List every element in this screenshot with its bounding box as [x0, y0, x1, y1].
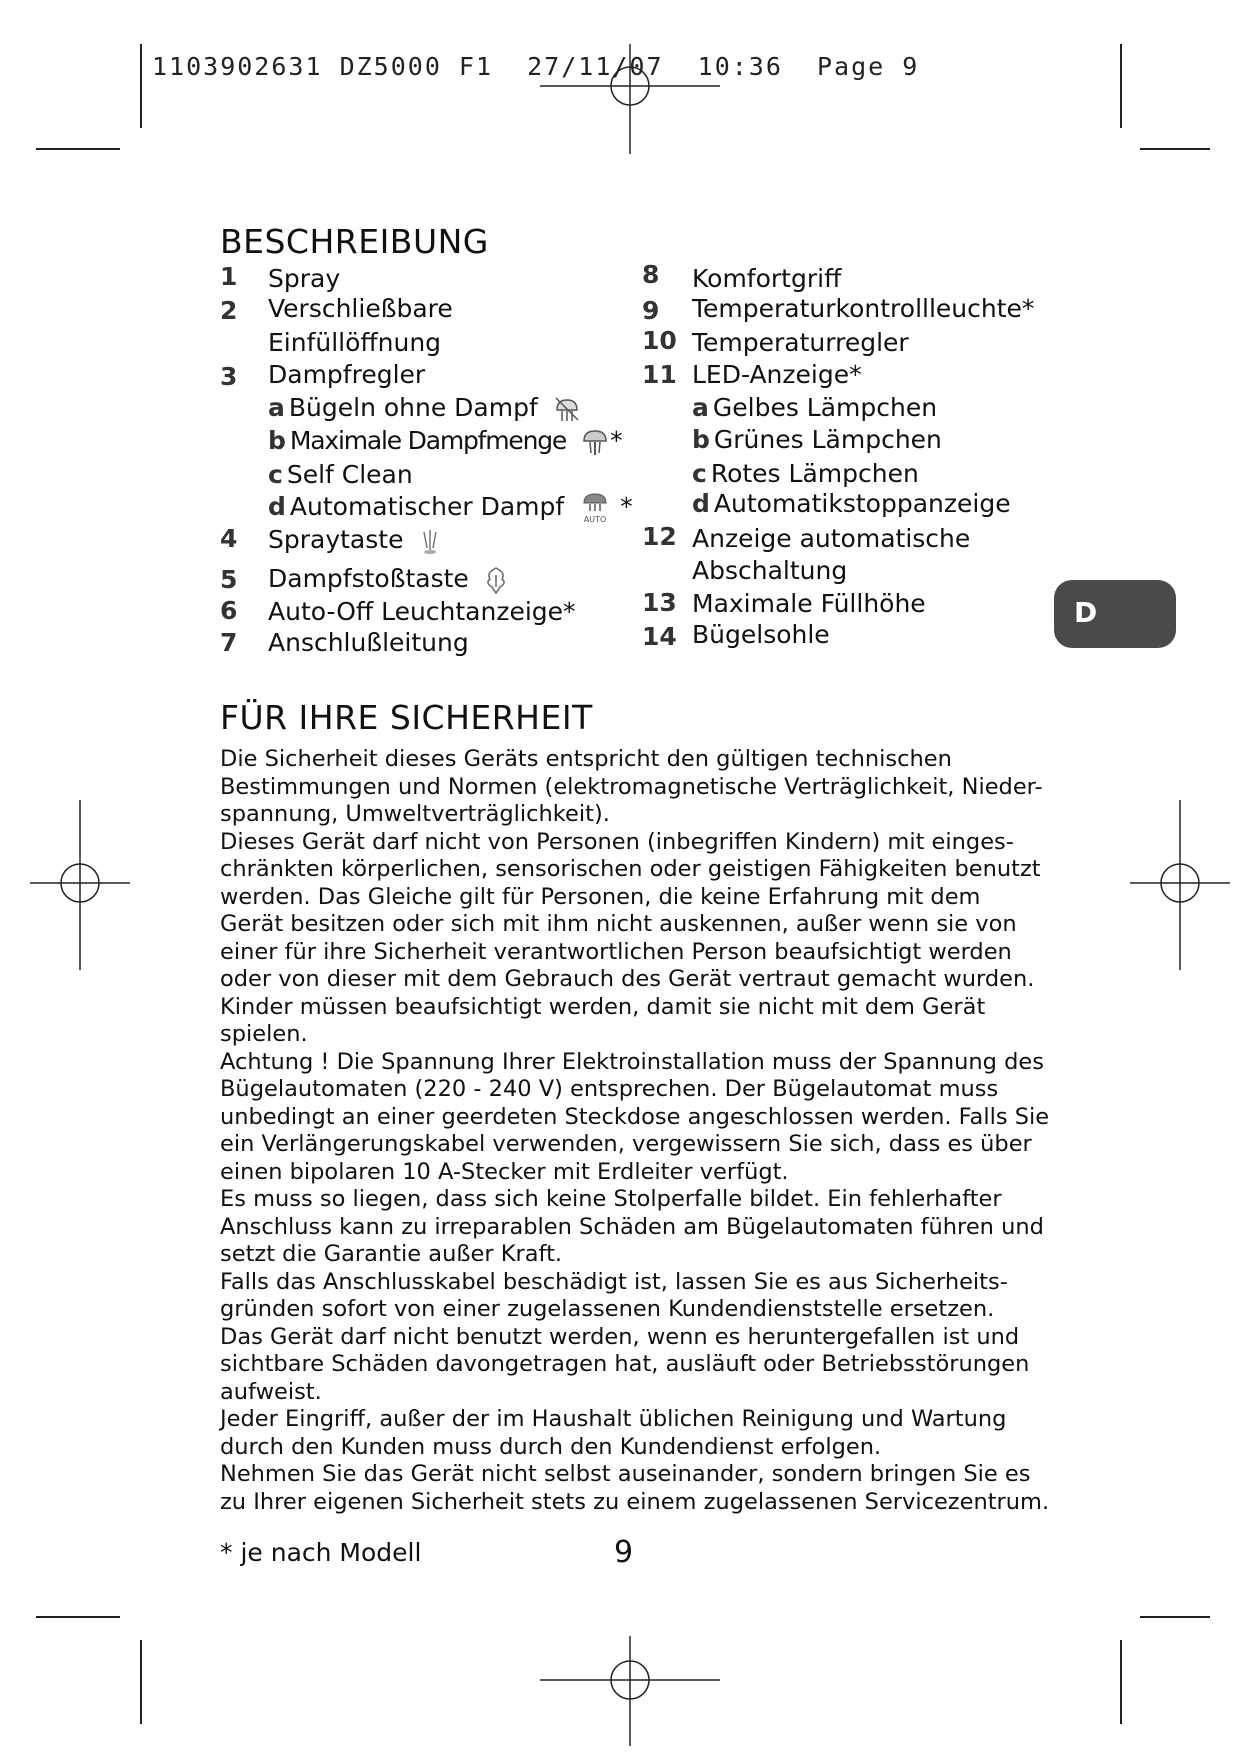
list-item — [268, 564, 509, 595]
crop-mark — [1120, 1640, 1122, 1724]
list-item: Anzeige automatische — [692, 524, 971, 553]
list-item: Komfortgriff — [692, 264, 842, 293]
list-number: 10 — [642, 326, 677, 355]
crop-mark — [1140, 1616, 1210, 1618]
sub-letter: b — [268, 426, 286, 455]
crop-mark — [1120, 44, 1122, 128]
crop-mark — [36, 1616, 120, 1618]
crop-mark — [140, 1640, 142, 1724]
sub-item — [692, 425, 942, 454]
list-item: Temperaturkontrollleuchte* — [692, 294, 1035, 323]
sub-item — [692, 459, 919, 488]
safety-heading: FÜR IHRE SICHERHEIT — [220, 698, 593, 737]
auto-label: AUTO — [583, 515, 607, 524]
list-item: Dampfregler — [268, 360, 426, 389]
sub-item — [692, 393, 937, 422]
sub-item — [268, 460, 413, 489]
steam-burst-icon — [483, 565, 509, 595]
sub-item — [268, 393, 582, 424]
sub-label: Rotes Lämpchen — [710, 459, 919, 488]
list-item: Verschließbare — [268, 294, 453, 323]
list-item: LED-Anzeige* — [692, 360, 862, 389]
list-number: 9 — [642, 296, 660, 325]
list-number: 13 — [642, 588, 677, 617]
sub-letter: d — [692, 489, 710, 518]
list-item: Temperaturregler — [692, 328, 909, 357]
crop-mark — [140, 44, 142, 128]
sub-item — [268, 426, 623, 457]
list-number: 6 — [220, 596, 238, 625]
sub-letter: d — [268, 492, 286, 521]
crop-mark — [1140, 148, 1210, 150]
crop-mark — [36, 148, 120, 150]
safety-paragraph: Es muss so liegen, dass sich keine Stolperfalle bildet. Ein fehlerhafter Anschluss kann zu irreparablen Schäden am Bügelautomaten führen und setzt die Garantie außer Kraft. — [220, 1186, 1044, 1267]
description-heading: BESCHREIBUNG — [220, 222, 489, 261]
list-item: Einfüllöffnung — [268, 328, 442, 357]
sub-label: Self Clean — [286, 460, 413, 489]
steam-auto-icon — [578, 491, 612, 525]
sub-label: Maximale Dampfmenge — [289, 426, 567, 455]
page-number: 9 — [614, 1535, 634, 1570]
list-item: Spray — [268, 264, 341, 293]
list-number: 8 — [642, 260, 660, 289]
sub-letter: b — [692, 425, 710, 454]
registration-mark-bottom-icon — [540, 1636, 720, 1746]
list-number: 4 — [220, 524, 238, 553]
footnote-marker: * — [610, 426, 623, 455]
registration-mark-left-icon — [30, 800, 130, 970]
steam-off-icon — [552, 394, 582, 424]
print-slug: 1103902631 DZ5000 F1 27/11/07 10:36 Page 9 — [152, 52, 920, 81]
list-item: Bügelsohle — [692, 620, 830, 649]
sub-label: Automatischer Dampf — [289, 492, 565, 521]
sub-item — [268, 491, 633, 525]
list-item — [268, 525, 443, 556]
safety-paragraph: Nehmen Sie das Gerät nicht selbst auseinander, sondern bringen Sie es zu Ihrer eigenen Sicherheit stets zu einem zugelassenen Servicezentrum. — [220, 1461, 1050, 1515]
list-number: 3 — [220, 362, 238, 391]
sub-letter: c — [268, 460, 283, 489]
sub-label: Gelbes Lämpchen — [712, 393, 938, 422]
safety-paragraph: Falls das Anschlusskabel beschädigt ist, lassen Sie es aus Sicherheits-gründen sofort von einer zugelassenen Kundendienststelle ersetzen. — [220, 1268, 1008, 1322]
steam-max-icon — [580, 427, 610, 457]
list-item-label: Dampfstoßtaste — [268, 564, 469, 593]
list-number: 7 — [220, 628, 238, 657]
list-item: Maximale Füllhöhe — [692, 589, 926, 618]
list-number: 11 — [642, 360, 677, 389]
list-number: 5 — [220, 565, 238, 594]
sub-item — [692, 489, 1011, 518]
list-number: 1 — [220, 262, 238, 291]
safety-paragraph: Dieses Gerät darf nicht von Personen (inbegriffen Kindern) mit einges-chränkten körperlichen, sensorischen oder geistigen Fähigkeiten benutzt werden. Das Gleiche gilt für Personen, die keine Erfahrung mit dem Gerät besitzen oder sich mit ihm nicht auskennen, außer wenn sie von einer für ihre Sicherheit verantwortlichen Person beaufsichtigt werden oder von dieser mit dem Gebrauch des Gerät vertraut gemacht wurden. Kinder müssen beaufsichtigt werden, damit sie nicht mit dem Gerät spielen. — [220, 828, 1041, 1047]
safety-paragraph: Das Gerät darf nicht benutzt werden, wenn es heruntergefallen ist und sichtbare Schäden davongetragen hat, ausläuft oder Betriebsstörungen aufweist. — [220, 1323, 1030, 1405]
list-item-label: Spraytaste — [268, 525, 404, 554]
list-number: 14 — [642, 622, 677, 651]
sub-label: Automatikstoppanzeige — [713, 489, 1011, 518]
registration-mark-top-icon — [540, 44, 720, 154]
safety-text — [220, 746, 1050, 1516]
sub-label: Bügeln ohne Dampf — [288, 393, 538, 422]
spray-icon — [417, 526, 443, 556]
list-item: Abschaltung — [692, 556, 848, 585]
safety-paragraph: Achtung ! Die Spannung Ihrer Elektroinstallation muss der Spannung des Bügelautomaten (220 - 240 V) entsprechen. Der Bügelautomat muss unbedingt an einer geerdeten Steckdose angeschlossen werden. Falls Sie ein Verlängerungskabel verwenden, vergewissern Sie sich, dass es über einen bipolaren 10 A-Stecker mit Erdleiter verfügt. — [220, 1048, 1050, 1185]
sub-letter: c — [692, 459, 707, 488]
safety-paragraph: Jeder Eingriff, außer der im Haushalt üblichen Reinigung und Wartung durch den Kunden muss durch den Kundendienst erfolgen. — [220, 1406, 1007, 1460]
list-number: 12 — [642, 522, 677, 551]
list-number: 2 — [220, 296, 238, 325]
language-tab: D — [1054, 580, 1176, 648]
sub-letter: a — [268, 393, 285, 422]
footnote: * je nach Modell — [220, 1538, 422, 1567]
list-item: Anschlußleitung — [268, 628, 469, 657]
footnote-marker: * — [620, 492, 633, 521]
sub-label: Grünes Lämpchen — [713, 425, 942, 454]
registration-mark-right-icon — [1130, 800, 1230, 970]
list-item: Auto-Off Leuchtanzeige* — [268, 597, 576, 626]
safety-paragraph: Die Sicherheit dieses Geräts entspricht den gültigen technischen Bestimmungen und Normen (elektromagnetische Verträglichkeit, Nieder-spannung, Umweltverträglichkeit). — [220, 746, 1043, 827]
sub-letter: a — [692, 393, 709, 422]
